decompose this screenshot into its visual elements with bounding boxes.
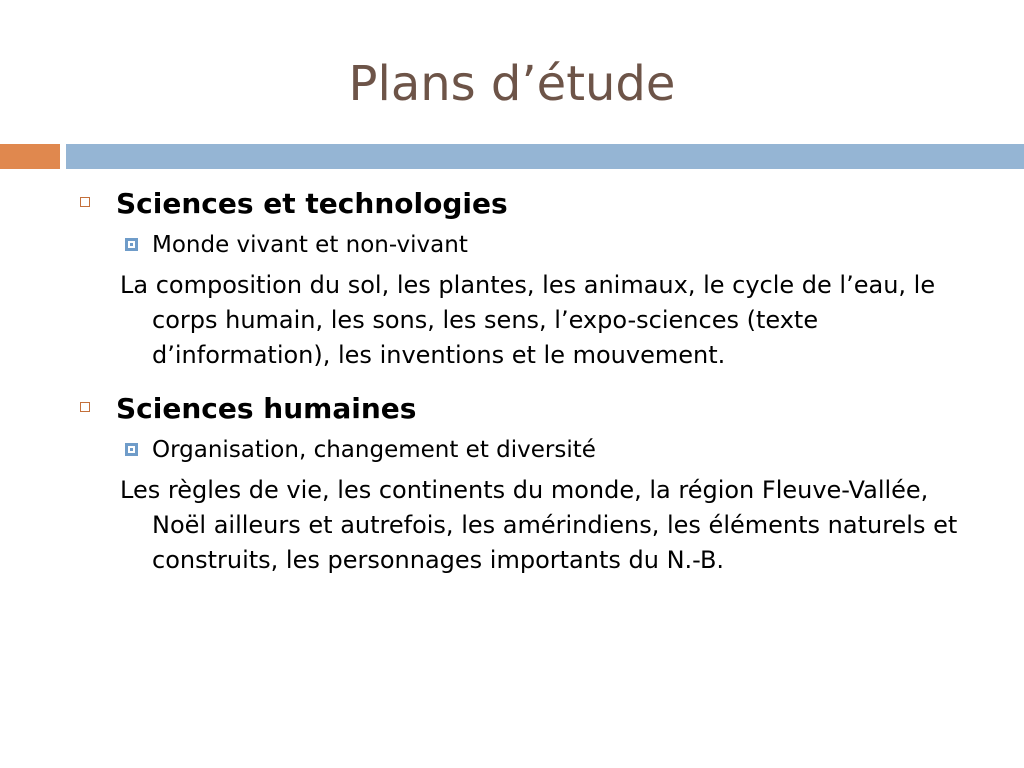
section-heading-label: Sciences et technologies: [116, 187, 508, 220]
square-bullet-icon: [125, 238, 138, 251]
accent-band: [0, 144, 60, 169]
square-bullet-icon: [125, 443, 138, 456]
slide-body: [80, 184, 960, 586]
section-spacer: [80, 381, 960, 389]
subheading-label: Organisation, changement et diversité: [152, 437, 596, 463]
subheading-monde-vivant: [80, 228, 960, 262]
slide-title: Plans d’étude: [348, 56, 676, 112]
hollow-square-bullet-icon: [80, 402, 90, 412]
section-paragraph: Les règles de vie, les continents du monde, la région Fleuve-Vallée, Noël ailleurs et autrefois, les amérindiens, les éléments naturels et construits, les personnages importants du N.-B.: [120, 476, 958, 574]
subheading-organisation: [80, 433, 960, 467]
section-heading-sciences-humaines: [80, 389, 960, 429]
hollow-square-bullet-icon: [80, 197, 90, 207]
title-rule-band: [66, 144, 1024, 169]
section-heading-sciences-technologies: [80, 184, 960, 224]
section-paragraph: La composition du sol, les plantes, les animaux, le cycle de l’eau, le corps humain, les sons, les sens, l’expo-sciences (texte d’information), les inventions et le mouvement.: [120, 271, 936, 369]
subheading-label: Monde vivant et non-vivant: [152, 232, 468, 258]
section-heading-label: Sciences humaines: [116, 392, 417, 425]
